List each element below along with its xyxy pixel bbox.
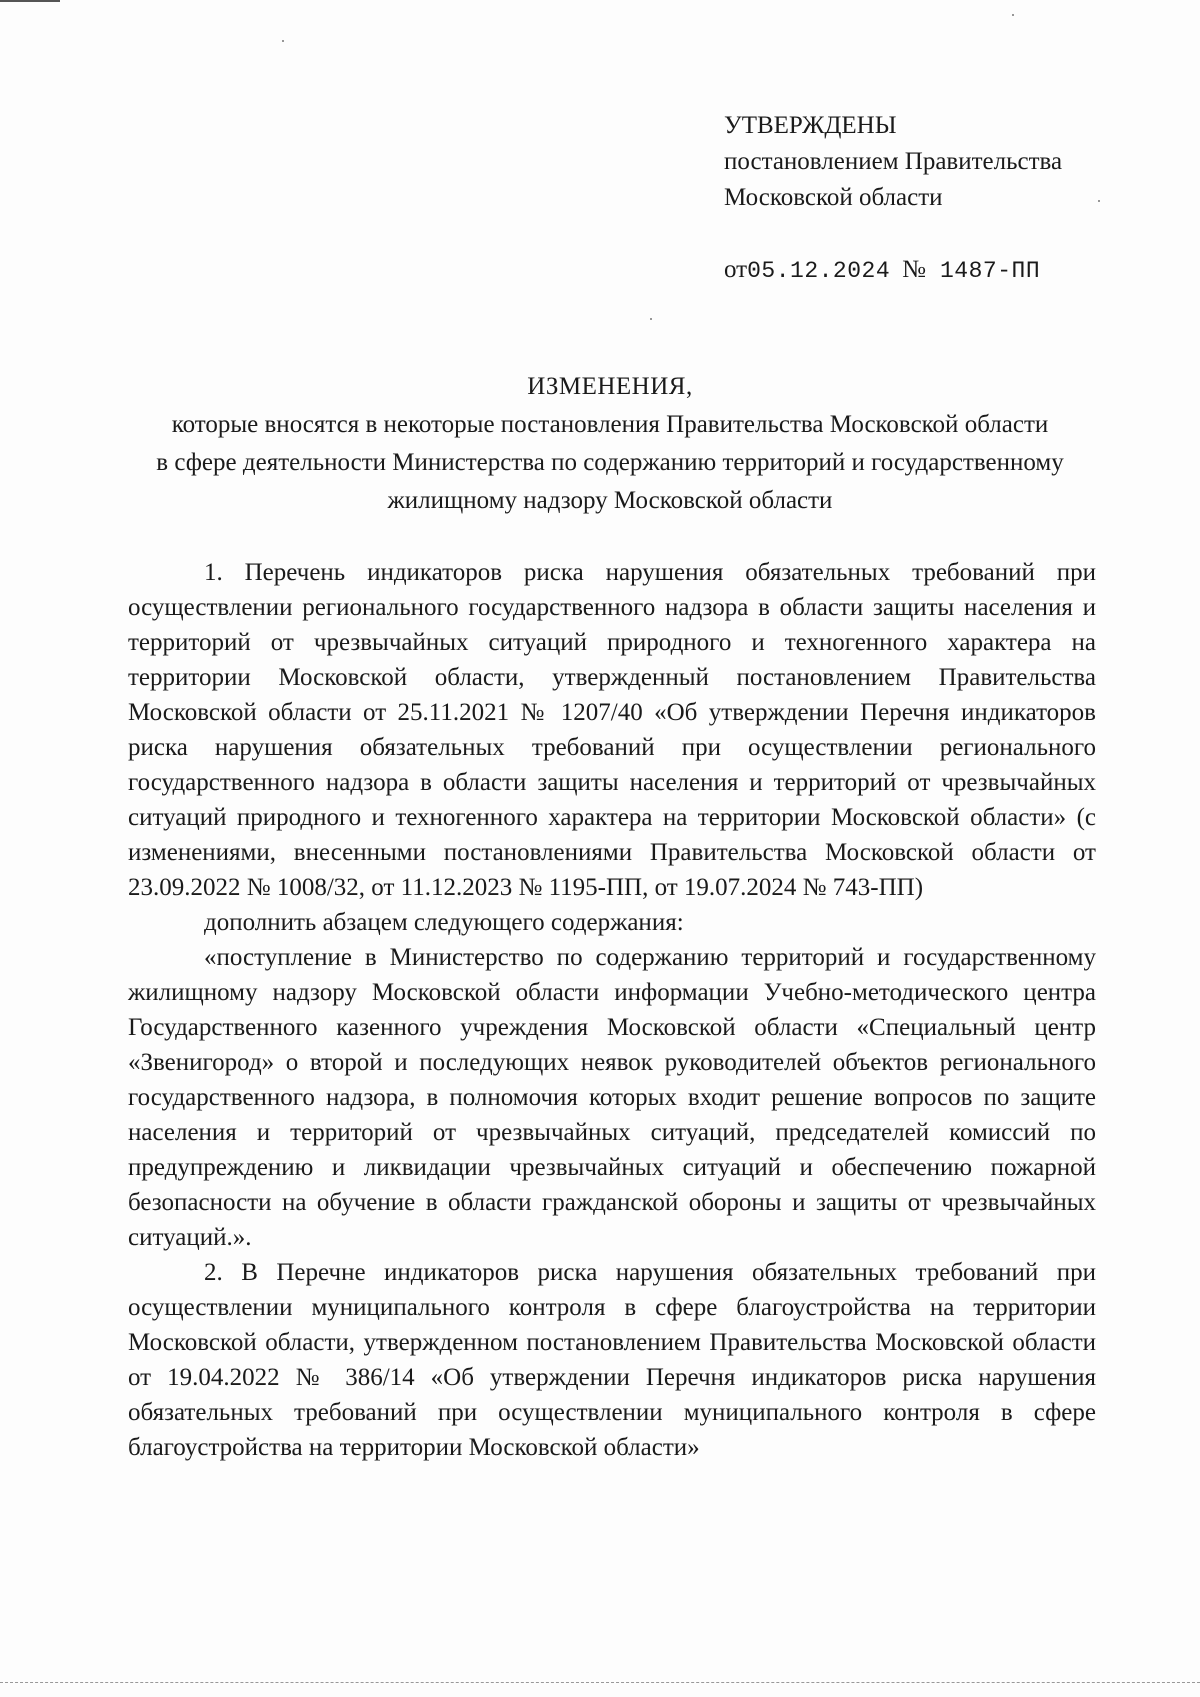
approval-issuer: постановлением Правительства — [724, 148, 1063, 175]
order-prefix: от — [724, 256, 748, 283]
scan-edge-mark — [0, 0, 60, 2]
order-date: 05.12.2024 — [747, 258, 891, 284]
document-subtitle-line: в сфере деятельности Министерства по содержанию территорий и государственному — [156, 449, 1064, 476]
scan-speck — [1012, 14, 1014, 16]
order-number: 1487-ПП — [940, 258, 1041, 284]
document-body — [128, 555, 1096, 1465]
document-title: ИЗМЕНЕНИЯ, — [527, 373, 693, 400]
scan-speck — [650, 318, 652, 320]
order-reference — [724, 252, 1062, 289]
approval-block — [724, 108, 1062, 289]
scan-bottom-edge — [0, 1682, 1200, 1683]
paragraph-2: дополнить абзацем следующего содержания: — [204, 909, 684, 936]
document-subtitle-line: которые вносятся в некоторые постановления Правительства Московской области — [171, 411, 1049, 438]
scan-speck — [1098, 200, 1100, 202]
approval-region: Московской области — [724, 184, 943, 211]
paragraph-4: 2. В Перечне индикаторов риска нарушения обязательных требований при осуществлении муниципального контроля в сфере благоустройства на территории Московской области, утвержденном постановлением Правительства Московской области от 19.04.2022 № 386/14 «Об утверждении Перечня индикаторов риска нарушения обязательных требований при осуществлении муниципального контроля в сфере благоустройства на территории Московской области» — [128, 1259, 1096, 1461]
approval-title: УТВЕРЖДЕНЫ — [724, 112, 897, 139]
scan-speck — [282, 40, 284, 42]
paragraph-1: 1. Перечень индикаторов риска нарушения обязательных требований при осуществлении регионального государственного надзора в области защиты населения и территорий от чрезвычайных ситуаций природного и техногенного характера на территории Московской области, утвержденный постановлением Правительства Московской области от 25.11.2021 № 1207/40 «Об утверждении Перечня индикаторов риска нарушения обязательных требований при осуществлении регионального государственного надзора в области защиты населения и территорий от чрезвычайных ситуаций природного и техногенного характера на территории Московской области» (с изменениями, внесенными постановлениями Правительства Московской области от 23.09.2022 № 1008/32, от 11.12.2023 № 1195-ПП, от 19.07.2024 № 743-ПП) — [128, 559, 1096, 901]
document-heading — [110, 368, 1110, 520]
document-subtitle-line: жилищному надзору Московской области — [387, 487, 833, 514]
order-number-sign: № — [902, 256, 926, 283]
paragraph-3: «поступление в Министерство по содержанию территорий и государственному жилищному надзору Московской области информации Учебно-методического центра Государственного казенного учреждения Московской области «Специальный центр «Звенигород» о второй и последующих неявок руководителей объектов регионального государственного надзора, в полномочия которых входит решение вопросов по защите населения и территорий от чрезвычайных ситуаций, председателей комиссий по предупреждению и ликвидации чрезвычайных ситуаций и обеспечению пожарной безопасности на обучение в области гражданской обороны и защиты от чрезвычайных ситуаций.». — [128, 944, 1096, 1251]
